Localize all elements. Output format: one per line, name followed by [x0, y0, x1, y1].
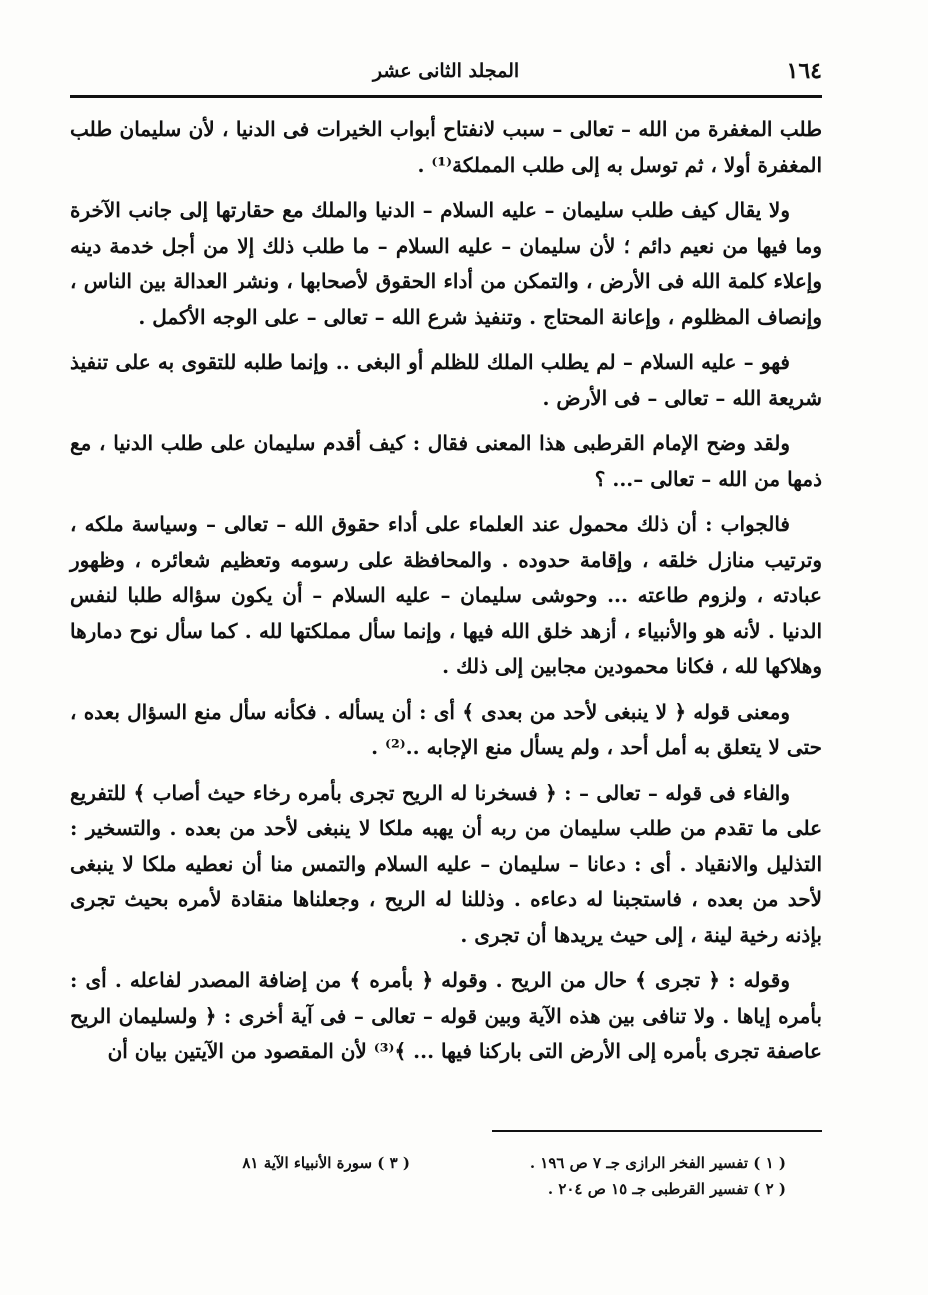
footnote: ( ٢ ) تفسير القرطبى جـ ١٥ ص ٢٠٤ .	[547, 1180, 786, 1198]
footnote-divider	[492, 1130, 822, 1132]
footnotes-column-right	[456, 1150, 786, 1202]
footnote: ( ١ ) تفسير الفخر الرازى جـ ٧ ص ١٩٦ .	[529, 1154, 786, 1172]
header-divider	[70, 95, 822, 98]
page-number: ١٦٤	[786, 58, 822, 84]
paragraph: طلب المغفرة من الله – تعالى – سبب لانفتاح أبواب الخيرات فى الدنيا ، لأن سليمان طلب المغفرة أولا ، ثم توسل به إلى طلب المملكة⁽¹⁾ .	[70, 117, 822, 177]
paragraph: فهو – عليه السلام – لم يطلب الملك للظلم أو البغى .. وإنما طلبه للتقوى به على تنفيذ شريعة الله – تعالى – فى الأرض .	[70, 350, 822, 410]
running-head: المجلد الثانى عشر	[372, 60, 520, 82]
paragraph: ولا يقال كيف طلب سليمان – عليه السلام – الدنيا والملك مع حقارتها إلى جانب الآخرة وما فيها من نعيم دائم ؛ لأن سليمان – عليه السلام – ما طلب ذلك إلا من أجل خدمة دينه وإعلاء كلمة الله فى الأرض ، والتمكن من أداء الحقوق لأصحابها ، ونشر العدالة بين الناس ، وإنصاف المظلوم ، وإعانة المحتاج . وتنفيذ شرع الله – تعالى – على الوجه الأكمل .	[70, 198, 822, 329]
paragraph: ولقد وضح الإمام القرطبى هذا المعنى فقال : كيف أقدم سليمان على طلب الدنيا ، مع ذمها من الله – تعالى –... ؟	[70, 431, 822, 491]
footnote: ( ٣ ) سورة الأنبياء الآية ٨١	[242, 1154, 410, 1172]
page-header	[70, 58, 822, 94]
paragraph: ومعنى قوله ﴿ لا ينبغى لأحد من بعدى ﴾ أى : أن يسأله . فكأنه سأل منع السؤال بعده ، حتى لا يتعلق به أمل أحد ، ولم يسأل منع الإجابه ..⁽²⁾ .	[70, 699, 822, 759]
paragraph: وقوله : ﴿ تجرى ﴾ حال من الريح . وقوله ﴿ بأمره ﴾ من إضافة المصدر لفاعله . أى : بأمره إياها . ولا تنافى بين هذه الآية وبين قوله – تعالى – فى آية أخرى : ﴿ ولسليمان الريح عاصفة تجرى بأمره إلى الأرض التى باركنا فيها ... ﴾⁽³⁾ لأن المقصود من الآيتين بيان أن	[70, 968, 822, 1063]
footnotes-column-left	[150, 1150, 410, 1176]
body-text	[70, 112, 822, 1080]
paragraph: فالجواب : أن ذلك محمول عند العلماء على أداء حقوق الله – تعالى – وسياسة ملكه ، وترتيب منازل خلقه ، وإقامة حدوده . والمحافظة على رسومه وتعظيم شعائره ، وظهور عبادته ، ولزوم طاعته ... وحوشى سليمان – عليه السلام – أن يكون سؤاله طلبا لنفس الدنيا . لأنه هو والأنبياء ، أزهد خلق الله فيها ، وإنما سأل مملكتها لله . كما سأل نوح دمارها وهلاكها لله ، فكانا محمودين مجابين إلى ذلك .	[70, 512, 822, 678]
paragraph: والفاء فى قوله – تعالى – : ﴿ فسخرنا له الريح تجرى بأمره رخاء حيث أصاب ﴾ للتفريع على ما تقدم من طلب سليمان من ربه أن يهبه ملكا لا ينبغى لأحد من بعده . والتسخير : التذليل والانقياد . أى : دعانا – سليمان – عليه السلام والتمس منا أن نعطيه ملكا لا ينبغى لأحد من بعده ، فاستجبنا له دعاءه . وذللنا له الريح ، وجعلناها منقادة لأمره بحيث تجرى بإذنه رخية لينة ، إلى حيث يريدها أن تجرى .	[70, 780, 822, 947]
